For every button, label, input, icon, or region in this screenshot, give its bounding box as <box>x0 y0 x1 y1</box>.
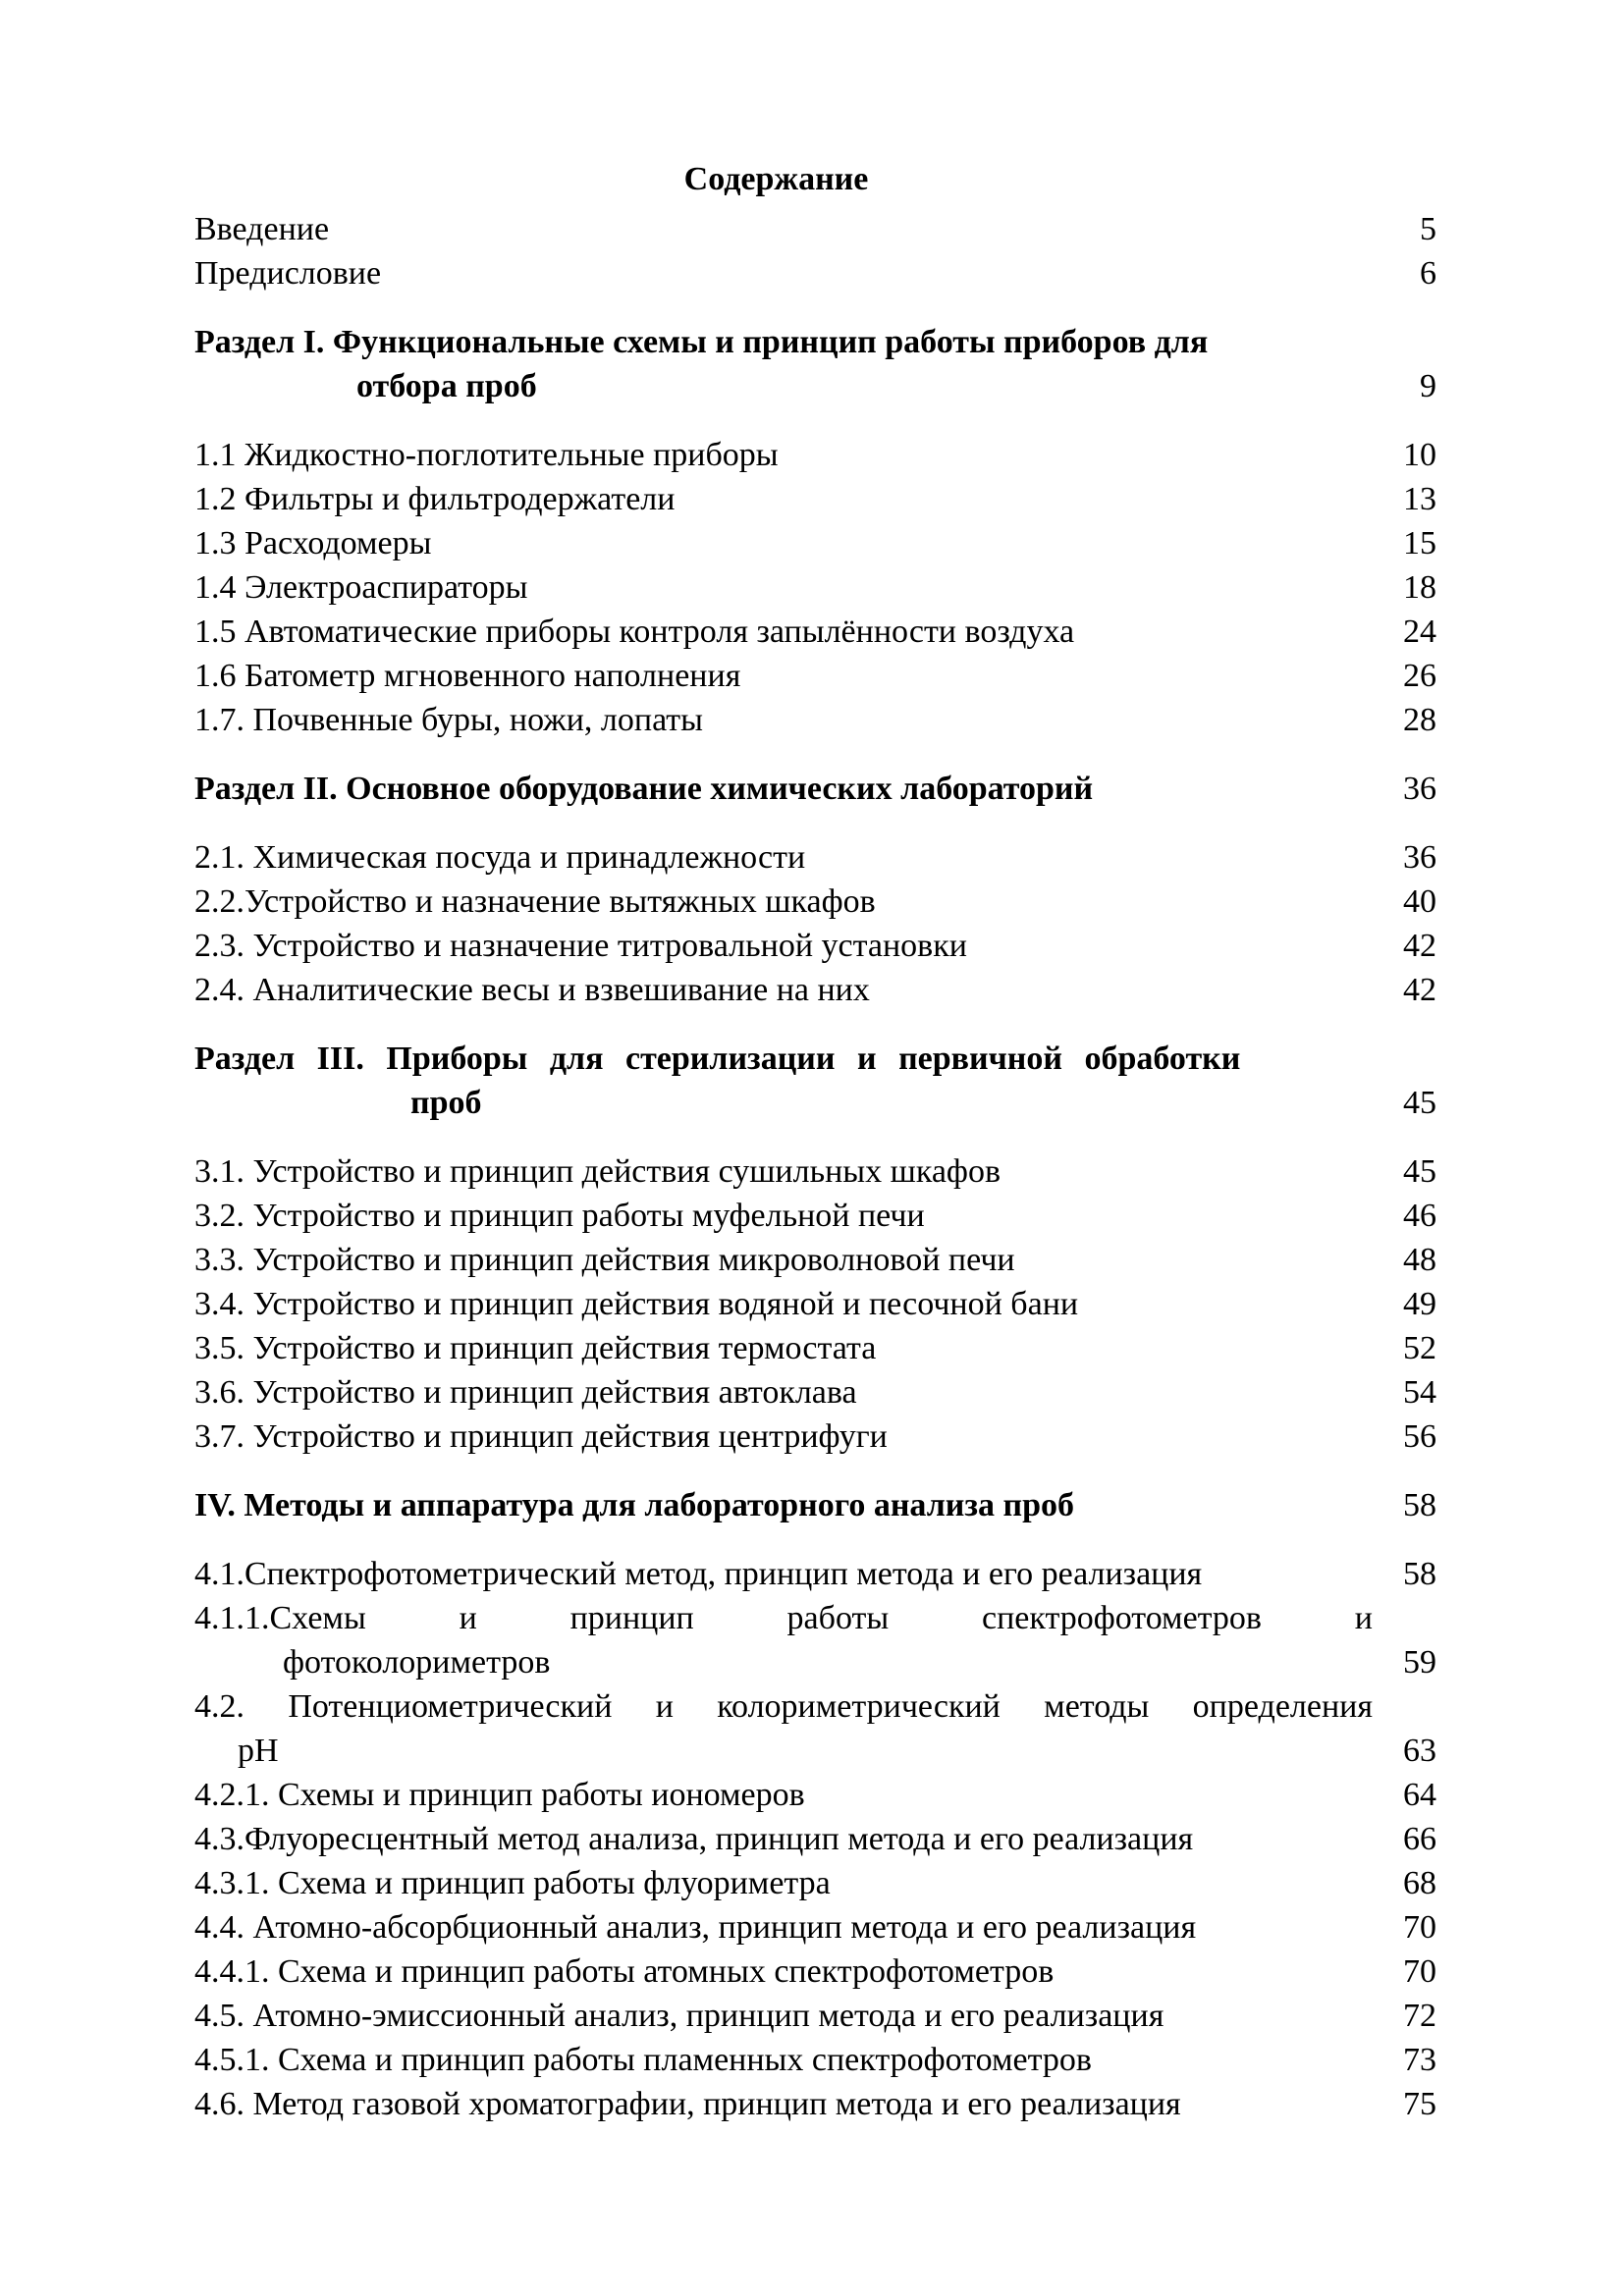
toc-item <box>194 2082 1436 2126</box>
toc-item-text: 1.5 Автоматические приборы контроля запылённости воздуха <box>194 614 1075 650</box>
toc-item-text: 2.3. Устройство и назначение титровальной установки <box>194 928 967 964</box>
toc-item <box>194 1684 1436 1773</box>
toc-item-text: 1.4 Электроаспираторы <box>194 569 528 606</box>
toc-item <box>194 880 1436 924</box>
toc-item <box>194 1149 1436 1194</box>
section-heading-text: Раздел III. Приборы для стерилизации и первичной обработки <box>194 1041 1241 1077</box>
section-heading-1 <box>194 320 1436 408</box>
toc-item-page: 73 <box>1403 2042 1436 2078</box>
toc-item-text-cont: фотоколориметров <box>283 1644 551 1681</box>
toc-item-text: 4.3.Флуоресцентный метод анализа, принцип метода и его реализация <box>194 1821 1194 1857</box>
toc-item <box>194 1552 1436 1596</box>
toc-item-text: 1.7. Почвенные буры, ножи, лопаты <box>194 702 704 738</box>
section-heading-text-cont: отбора проб <box>356 368 537 404</box>
toc-item <box>194 433 1436 477</box>
toc-item-text: 1.3 Расходомеры <box>194 525 432 561</box>
toc-item-text: 3.4. Устройство и принцип действия водяной и песочной бани <box>194 1286 1079 1322</box>
toc-item-text: 3.3. Устройство и принцип действия микроволновой печи <box>194 1242 1015 1278</box>
toc-item-text: 3.6. Устройство и принцип действия автоклава <box>194 1374 857 1411</box>
toc-item <box>194 2038 1436 2082</box>
toc-entry <box>194 207 1436 251</box>
toc-item-text: 3.7. Устройство и принцип действия центрифуги <box>194 1418 888 1455</box>
section-page: 9 <box>1420 368 1436 404</box>
toc-item-page: 49 <box>1403 1286 1436 1322</box>
toc-item <box>194 1238 1436 1282</box>
toc-item <box>194 654 1436 698</box>
toc-item-text: 4.6. Метод газовой хроматографии, принцип метода и его реализация <box>194 2086 1181 2122</box>
toc-item <box>194 835 1436 880</box>
toc-item-page: 58 <box>1403 1556 1436 1592</box>
toc-entry <box>194 251 1436 295</box>
section-page: 45 <box>1403 1085 1436 1121</box>
toc-item <box>194 1994 1436 2038</box>
section-heading-text: Раздел II. Основное оборудование химических лабораторий <box>194 771 1094 807</box>
toc-item-page: 48 <box>1403 1242 1436 1278</box>
toc-item-text: 4.5. Атомно-эмиссионный анализ, принцип метода и его реализация <box>194 1998 1164 2034</box>
toc-item <box>194 1817 1436 1861</box>
toc-item-page: 54 <box>1403 1374 1436 1411</box>
toc-item <box>194 1861 1436 1905</box>
section-heading-text-cont: проб <box>410 1085 482 1121</box>
toc-item-page: 45 <box>1403 1153 1436 1190</box>
toc-item-page: 10 <box>1403 437 1436 473</box>
toc-item-page: 70 <box>1403 1953 1436 1990</box>
toc-item-page: 13 <box>1403 481 1436 517</box>
toc-entry-page: 6 <box>1420 255 1436 292</box>
toc-item-text-cont: pH <box>238 1733 279 1769</box>
toc-item-text: 2.4. Аналитические весы и взвешивание на них <box>194 972 870 1008</box>
toc-item-page: 52 <box>1403 1330 1436 1366</box>
toc-item <box>194 565 1436 610</box>
toc-item-page: 68 <box>1403 1865 1436 1901</box>
toc-item-page: 18 <box>1403 569 1436 606</box>
toc-item <box>194 924 1436 968</box>
toc-item <box>194 1282 1436 1326</box>
toc-item-page: 66 <box>1403 1821 1436 1857</box>
toc-item-page: 28 <box>1403 702 1436 738</box>
toc-item-text: 1.1 Жидкостно-поглотительные приборы <box>194 437 779 473</box>
toc-item-text: 3.5. Устройство и принцип действия термостата <box>194 1330 877 1366</box>
toc-item-text: 2.2.Устройство и назначение вытяжных шкафов <box>194 883 876 920</box>
toc-item-page: 15 <box>1403 525 1436 561</box>
section-page: 36 <box>1403 771 1436 807</box>
toc-item-page: 70 <box>1403 1909 1436 1946</box>
toc-item-text: 4.1.Спектрофотометрический метод, принцип метода и его реализация <box>194 1556 1203 1592</box>
toc-item-text: 4.2. Потенциометрический и колориметрический методы определения <box>194 1688 1373 1725</box>
section-heading-4 <box>194 1483 1436 1527</box>
toc-item-text: 4.2.1. Схемы и принцип работы иономеров <box>194 1777 805 1813</box>
toc-item-text: 4.3.1. Схема и принцип работы флуориметра <box>194 1865 831 1901</box>
toc-item-page: 63 <box>1403 1733 1436 1769</box>
toc-item-text: 3.1. Устройство и принцип действия сушильных шкафов <box>194 1153 1001 1190</box>
toc-item-page: 46 <box>1403 1198 1436 1234</box>
toc-item-text: 4.4.1. Схема и принцип работы атомных спектрофотометров <box>194 1953 1055 1990</box>
toc-item <box>194 1596 1436 1684</box>
toc-item-text: 4.1.1.Схемы и принцип работы спектрофотометров и <box>194 1600 1373 1636</box>
page-title: Содержание <box>683 161 869 197</box>
section-heading-text: Раздел I. Функциональные схемы и принцип работы приборов для <box>194 324 1209 360</box>
toc-item <box>194 610 1436 654</box>
toc-item <box>194 477 1436 521</box>
toc-item-page: 75 <box>1403 2086 1436 2122</box>
toc-item <box>194 1194 1436 1238</box>
toc-item-page: 72 <box>1403 1998 1436 2034</box>
toc-item-text: 4.4. Атомно-абсорбционный анализ, принцип метода и его реализация <box>194 1909 1197 1946</box>
toc-item-page: 42 <box>1403 972 1436 1008</box>
toc-item <box>194 1370 1436 1415</box>
section-page: 58 <box>1403 1487 1436 1523</box>
toc-item-page: 59 <box>1403 1644 1436 1681</box>
section-heading-text: IV. Методы и аппаратура для лабораторного анализа проб <box>194 1487 1075 1523</box>
toc-entry-text: Предисловие <box>194 255 382 292</box>
toc-item <box>194 698 1436 742</box>
toc-item <box>194 1905 1436 1949</box>
toc-item <box>194 1326 1436 1370</box>
toc-item-text: 2.1. Химическая посуда и принадлежности <box>194 839 806 876</box>
toc-item <box>194 1415 1436 1459</box>
section-heading-2 <box>194 767 1436 811</box>
section-heading-3 <box>194 1037 1436 1125</box>
toc-item <box>194 968 1436 1012</box>
toc-item-page: 40 <box>1403 883 1436 920</box>
toc-entry-text: Введение <box>194 211 330 247</box>
toc-item-page: 36 <box>1403 839 1436 876</box>
toc-item-page: 26 <box>1403 658 1436 694</box>
table-of-contents <box>194 152 1436 2126</box>
toc-item-page: 24 <box>1403 614 1436 650</box>
toc-item <box>194 1773 1436 1817</box>
toc-item-text: 1.6 Батометр мгновенного наполнения <box>194 658 741 694</box>
toc-item-text: 4.5.1. Схема и принцип работы пламенных спектрофотометров <box>194 2042 1092 2078</box>
toc-item <box>194 1949 1436 1994</box>
toc-item-page: 42 <box>1403 928 1436 964</box>
toc-item-page: 56 <box>1403 1418 1436 1455</box>
toc-item <box>194 521 1436 565</box>
toc-item-text: 1.2 Фильтры и фильтродержатели <box>194 481 676 517</box>
toc-entry-page: 5 <box>1420 211 1436 247</box>
toc-item-page: 64 <box>1403 1777 1436 1813</box>
toc-item-text: 3.2. Устройство и принцип работы муфельной печи <box>194 1198 925 1234</box>
